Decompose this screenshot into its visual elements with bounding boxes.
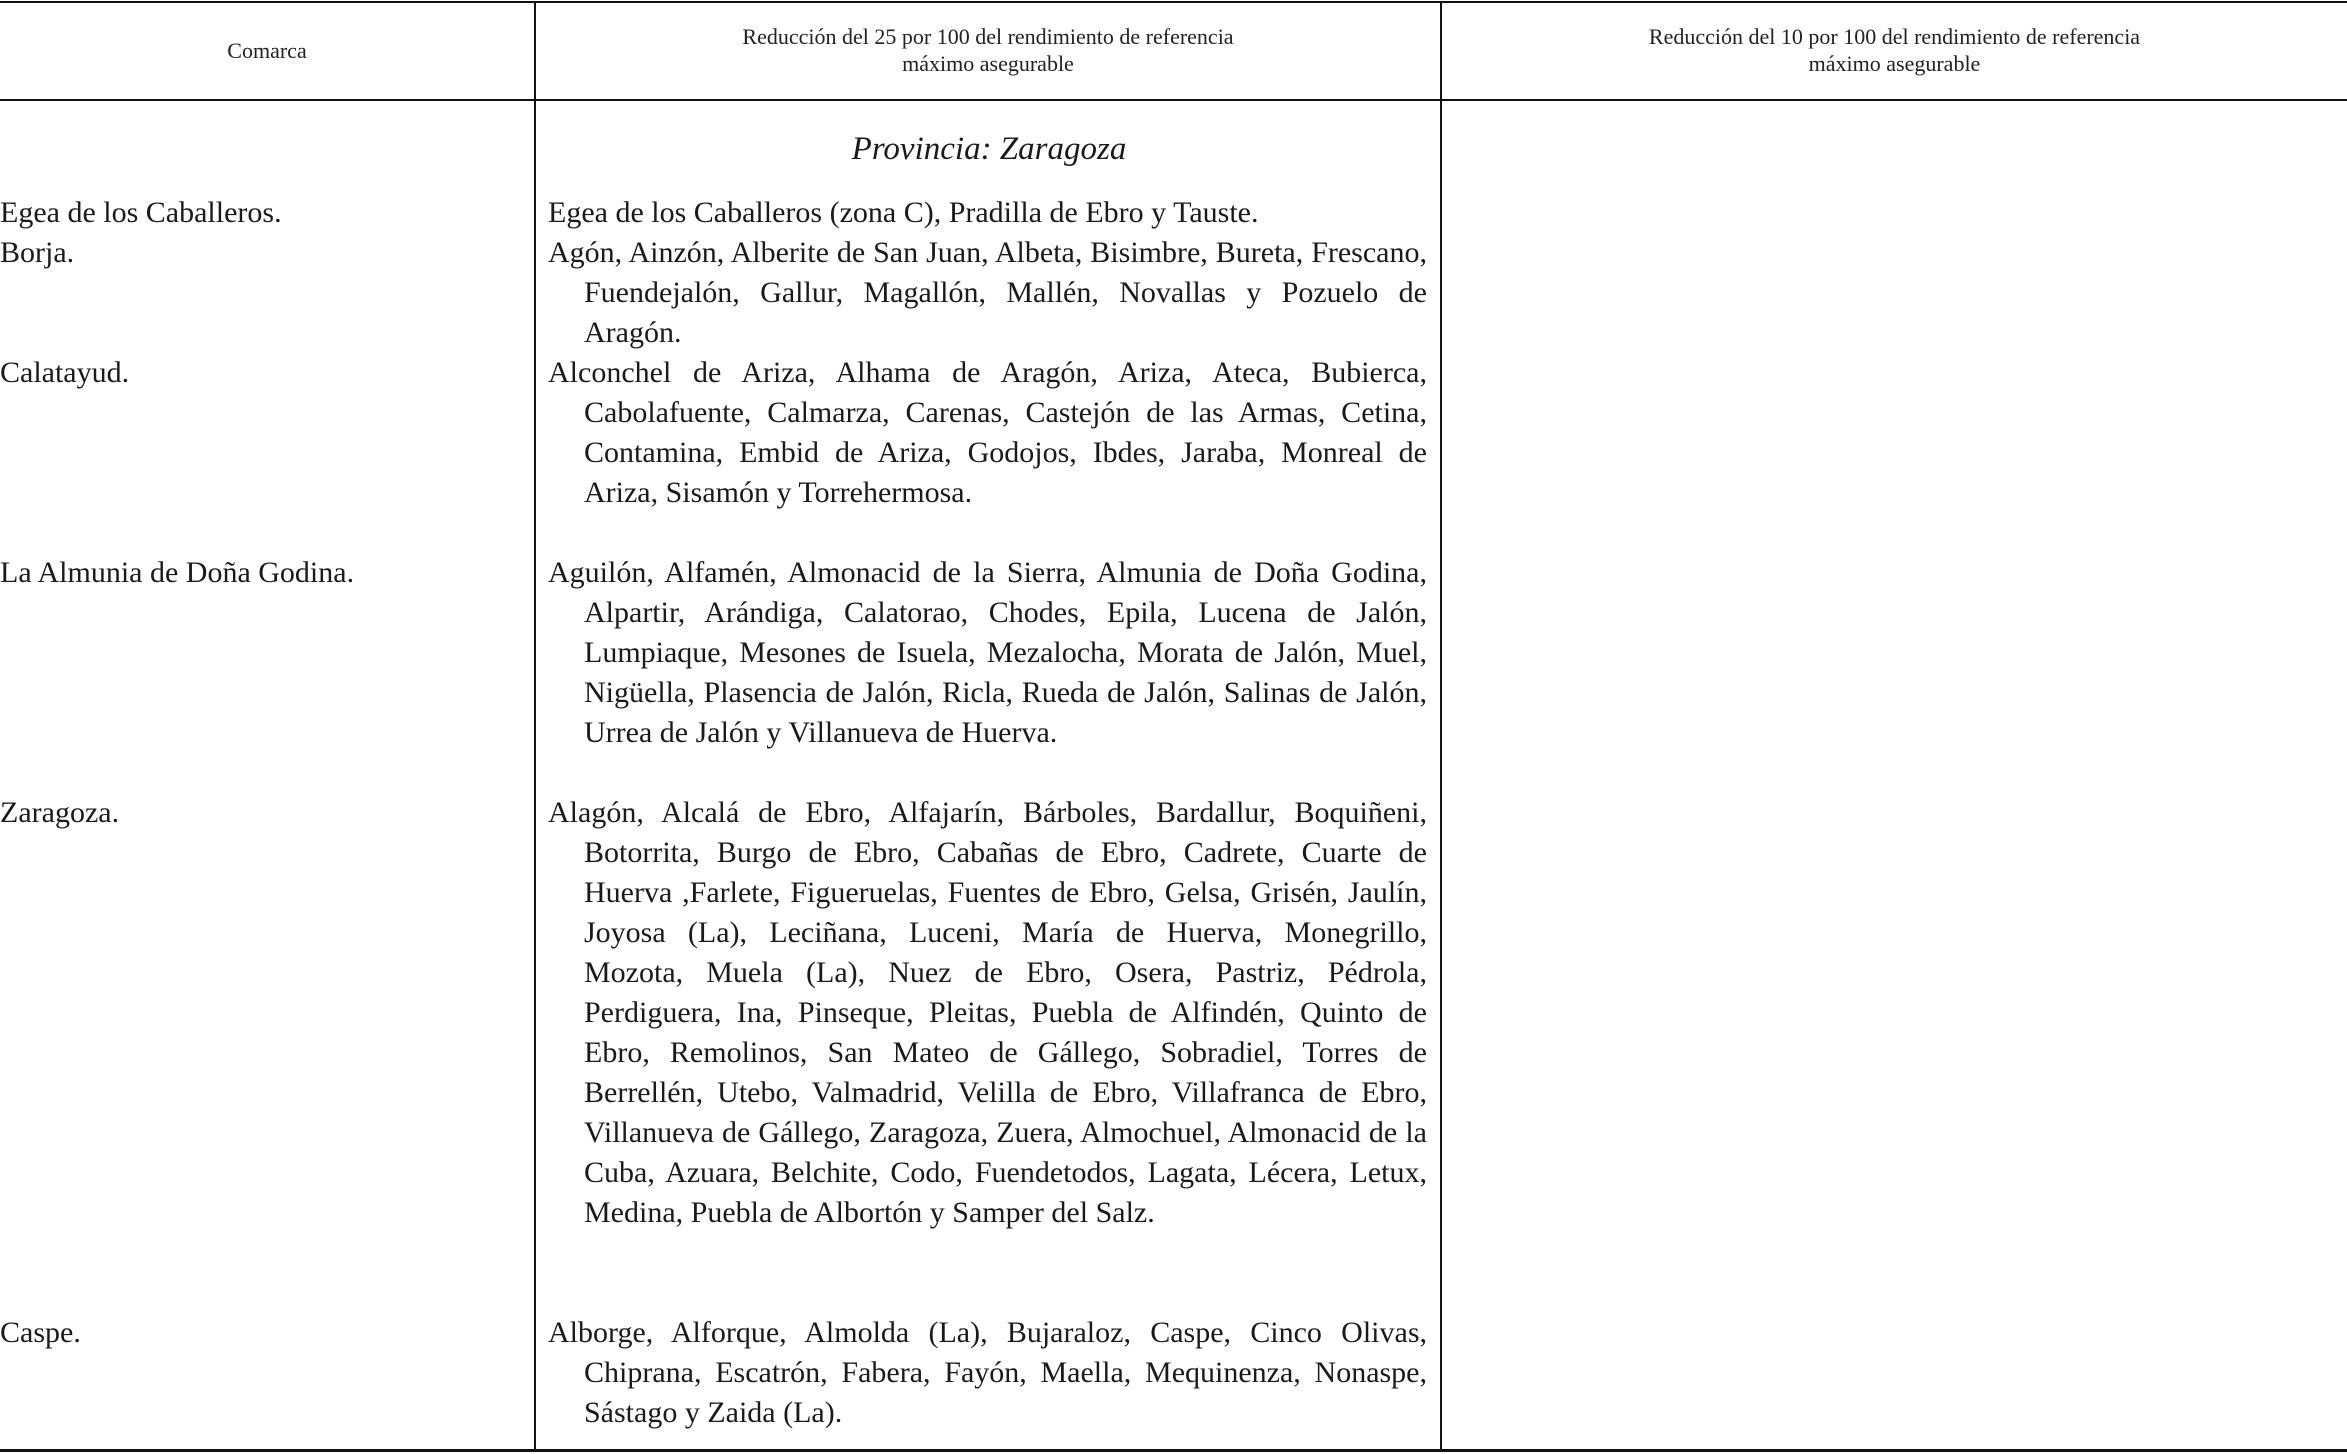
comarca-cell: Zaragoza. <box>0 796 120 829</box>
header-comarca <box>0 2 534 98</box>
column-divider-2 <box>1440 1 1442 1452</box>
municipios-cell: Alagón, Alcalá de Ebro, Alfajarín, Bárboles, Bardallur, Boquiñeni, Botorrita, Burgo de Ebro, Cabañas de Ebro, Cadrete, Cuarte de Huerva ,Farlete, Figueruelas, Fuentes de Ebro, Gelsa, Grisén, Jaulín, Joyosa (La), Leciñana, Luceni, María de Huerva, Monegrillo, Mozota, Muela (La), Nuez de Ebro, Osera, Pastriz, Pédrola, Perdiguera, Ina, Pinseque, Pleitas, Puebla de Alfindén, Quinto de Ebro, Remolinos, San Mateo de Gállego, Sobradiel, Torres de Berrellén, Utebo, Valmadrid, Velilla de Ebro, Villafranca de Ebro, Villanueva de Gállego, Zaragoza, Zuera, Almochuel, Almonacid de la Cuba, Azuara, Belchite, Codo, Fuendetodos, Lagata, Lécera, Letux, Medina, Puebla de Albortón y Samper del Salz. <box>548 796 1427 1229</box>
comarca-cell: Caspe. <box>0 1316 81 1349</box>
header-reduccion-25-line2: máximo asegurable <box>902 51 1074 76</box>
municipios-cell: Egea de los Caballeros (zona C), Pradilla de Ebro y Tauste. <box>548 196 1259 229</box>
comarca-cell: Calatayud. <box>0 356 130 389</box>
column-divider-1 <box>534 1 536 1452</box>
header-comarca-label: Comarca <box>227 37 307 63</box>
header-reduccion-25-line1: Reducción del 25 por 100 del rendimiento de referencia <box>742 24 1234 49</box>
municipios-cell: Alconchel de Ariza, Alhama de Aragón, Ariza, Ateca, Bubierca, Cabolafuente, Calmarza, Carenas, Castejón de las Armas, Cetina, Contamina, Embid de Ariza, Godojos, Ibdes, Jaraba, Monreal de Ariza, Sisamón y Torrehermosa. <box>548 356 1427 509</box>
comarca-cell: Egea de los Caballeros. <box>0 196 282 229</box>
provincia-heading: Provincia: Zaragoza <box>851 131 1127 167</box>
municipios-cell: Agón, Ainzón, Alberite de San Juan, Albeta, Bisimbre, Bureta, Frescano, Fuendejalón, Gallur, Magallón, Mallén, Novallas y Pozuelo de Aragón. <box>548 236 1427 349</box>
header-reduccion-25 <box>536 2 1440 98</box>
table-bottom-rule <box>0 1449 2347 1452</box>
header-reduccion-10-line2: máximo asegurable <box>1808 51 1981 76</box>
municipios-cell: Aguilón, Alfamén, Almonacid de la Sierra, Almunia de Doña Godina, Alpartir, Arándiga, Calatorao, Chodes, Epila, Lucena de Jalón, Lumpiaque, Mesones de Isuela, Mezalocha, Morata de Jalón, Muel, Nigüella, Plasencia de Jalón, Ricla, Rueda de Jalón, Salinas de Jalón, Urrea de Jalón y Villanueva de Huerva. <box>548 556 1427 749</box>
header-reduccion-10-line1: Reducción del 10 por 100 del rendimiento de referencia <box>1648 24 2141 49</box>
header-reduccion-10 <box>1442 2 2347 98</box>
header-bottom-rule <box>0 99 2347 101</box>
comarca-cell: Borja. <box>0 236 75 269</box>
comarca-cell: La Almunia de Doña Godina. <box>0 556 355 589</box>
municipios-cell: Alborge, Alforque, Almolda (La), Bujaraloz, Caspe, Cinco Olivas, Chiprana, Escatrón, Fabera, Fayón, Maella, Mequinenza, Nonaspe, Sástago y Zaida (La). <box>548 1316 1427 1429</box>
